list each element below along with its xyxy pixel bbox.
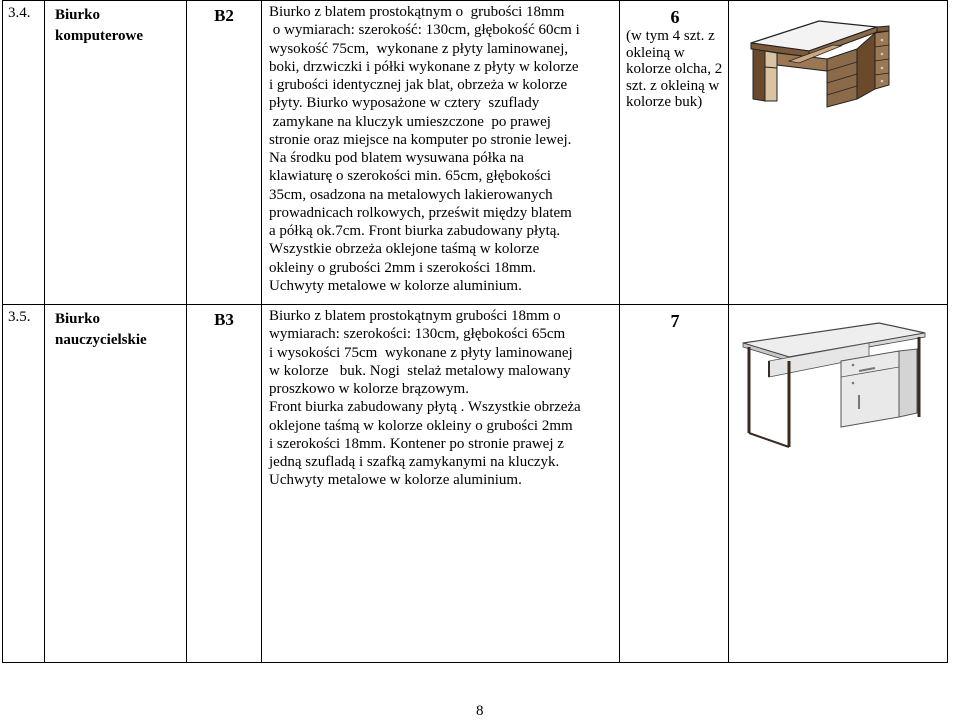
item-image-cell — [729, 305, 948, 663]
item-quantity-cell — [620, 305, 729, 663]
item-code: B2 — [214, 6, 234, 25]
table-row — [3, 1, 948, 305]
row-number-text: 3.5. — [8, 309, 31, 325]
item-code-cell — [187, 305, 262, 663]
item-name-cell — [45, 305, 187, 663]
item-name-cell — [45, 1, 187, 305]
teacher-desk-image — [729, 305, 947, 460]
item-description-cell — [262, 305, 620, 663]
page-number: 8 — [476, 703, 484, 719]
item-quantity: 7 — [670, 311, 680, 331]
item-image-cell — [729, 1, 948, 305]
computer-desk-image — [729, 1, 947, 126]
item-code: B3 — [214, 310, 234, 329]
row-number — [3, 305, 45, 663]
row-number-text: 3.4. — [8, 5, 31, 21]
item-quantity: 6 — [670, 7, 680, 27]
item-code-cell — [187, 1, 262, 305]
item-name: Biurko nauczycielskie — [55, 311, 147, 348]
row-number — [3, 1, 45, 305]
item-description-cell — [262, 1, 620, 305]
item-quantity-note: (w tym 4 szt. z okleiną w kolorze olcha, 2 szt. z okleiną w kolorze buk) — [626, 28, 723, 110]
item-quantity-cell — [620, 1, 729, 305]
specification-table — [2, 0, 948, 663]
table-row — [3, 305, 948, 663]
item-description: Biurko z blatem prostokątnym o grubości 18mm o wymiarach: szerokość: 130cm, głębokość 60cm i wysokość 75cm, wykonane z płyty laminowanej, boki, drzwiczki i półki wykonane z płyty w kolorze i grubości identycznej jak blat, obrzeża w kolorze płyty. Biurko wyposażone w cztery szuflady zamykane na kluczyk umieszczone po prawej stronie oraz miejsce na komputer po stronie lewej. Na środku pod blatem wysuwana półka na klawiaturę o szerokości min. 65cm, głębokości 35cm, osadzona na metalowych lakierowanych prowadnicach rolkowych, prześwit między blatem a półką ok.7cm. Front biurka zabudowany płytą. Wszystkie obrzeża oklejone taśmą w kolorze okleiny o grubości 2mm i szerokości 18mm. Uchwyty metalowe w kolorze aluminium. — [269, 4, 580, 294]
item-description: Biurko z blatem prostokątnym grubości 18mm o wymiarach: szerokości: 130cm, głębokości 65cm i wysokości 75cm wykonane z płyty laminowanej w kolorze buk. Nogi stelaż metalowy malowany proszkowo w kolorze brązowym. Front biurka zabudowany płytą . Wszystkie obrzeża oklejone taśmą w kolorze okleiny o grubości 2mm i szerokości 18mm. Kontener po stronie prawej z jedną szufladą i szafką zamykanymi na kluczyk. Uchwyty metalowe w kolorze aluminium. — [269, 308, 581, 489]
item-name: Biurko komputerowe — [55, 7, 144, 44]
